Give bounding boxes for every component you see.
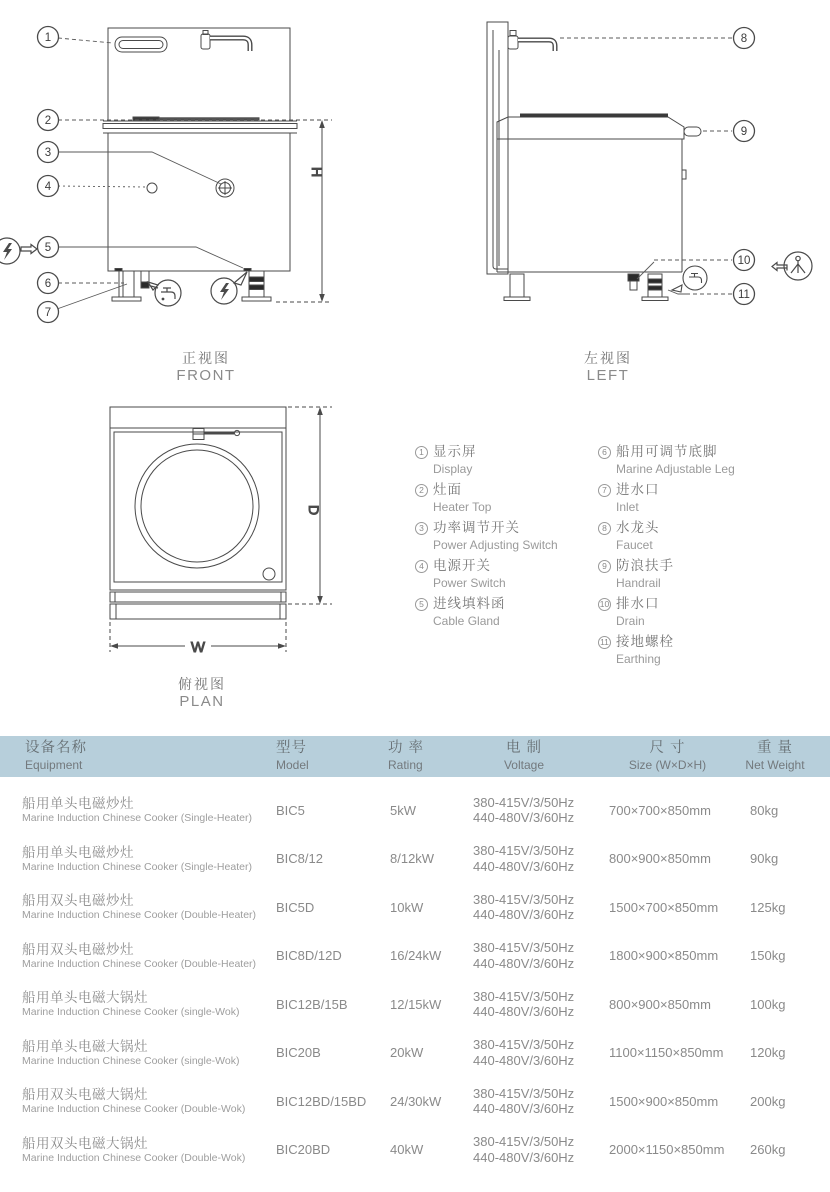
size-value: 1500×900×850mm bbox=[609, 1093, 719, 1109]
legend-label-cn: 功率调节开关 bbox=[433, 520, 520, 535]
voltage-line2: 440-480V/3/60Hz bbox=[473, 1101, 575, 1117]
legend-label-en: Drain bbox=[616, 614, 645, 628]
callout-7 bbox=[38, 302, 59, 323]
voltage-line1: 380-415V/3/50Hz bbox=[473, 843, 575, 859]
size-value: 1500×700×850mm bbox=[609, 899, 719, 915]
plan-view-drawing bbox=[70, 395, 345, 665]
inlet-pipe bbox=[141, 271, 149, 288]
header-weight bbox=[736, 739, 814, 773]
svg-text:2: 2 bbox=[44, 115, 52, 127]
callout-6 bbox=[38, 273, 59, 294]
legend-number-badge: 10 bbox=[599, 599, 610, 609]
power-switch-dot bbox=[147, 183, 157, 193]
equipment-name-en: Marine Induction Chinese Cooker (Double-Heater) bbox=[22, 909, 257, 922]
equipment-name-cn: 船用双头电磁大锅灶 bbox=[22, 1135, 148, 1151]
legend-label-cn: 灶面 bbox=[433, 482, 462, 497]
voltage-line2: 440-480V/3/60Hz bbox=[473, 1004, 575, 1020]
equipment-name-en: Marine Induction Chinese Cooker (Double-Wok) bbox=[22, 1151, 246, 1164]
legend-label-cn: 水龙头 bbox=[616, 520, 660, 535]
weight-value: 120kg bbox=[750, 1045, 786, 1060]
legend-number-badge: 2 bbox=[415, 484, 428, 497]
equipment-name-en: Marine Induction Chinese Cooker (single-Wok) bbox=[22, 1054, 240, 1067]
model-value: BIC8D/12D bbox=[276, 948, 342, 963]
svg-text:4: 4 bbox=[44, 181, 52, 193]
legend-label-en: Earthing bbox=[616, 652, 661, 666]
legend-number-badge: 7 bbox=[598, 484, 611, 497]
header-size-en: Size (W×D×H) bbox=[628, 758, 707, 772]
model-value: BIC12BD/15BD bbox=[276, 1093, 367, 1109]
legend-label-cn: 电源开关 bbox=[433, 558, 491, 573]
left-callout-leaders bbox=[560, 38, 732, 294]
size-value: 1800×900×850mm bbox=[609, 948, 719, 963]
header-size bbox=[600, 739, 735, 773]
display-slot bbox=[115, 37, 167, 52]
faucet-plan-icon bbox=[193, 429, 240, 440]
legend-item-adjustable-leg bbox=[598, 443, 808, 477]
callout-8 bbox=[734, 28, 755, 49]
header-model-en: Model bbox=[276, 758, 309, 772]
depth-dimension-label: D bbox=[306, 504, 322, 516]
plan-outline bbox=[110, 407, 286, 619]
weight-value: 260kg bbox=[750, 1142, 786, 1157]
weight-value: 80kg bbox=[750, 802, 779, 818]
model-value: BIC5 bbox=[276, 802, 305, 818]
callout-11 bbox=[734, 284, 755, 305]
legend-label-cn: 防浪扶手 bbox=[616, 558, 674, 573]
faucet-side-icon bbox=[508, 31, 555, 52]
power-adjust-knob bbox=[216, 179, 234, 197]
header-model bbox=[276, 739, 309, 773]
left-view-legs bbox=[504, 274, 668, 301]
depth-dimension bbox=[288, 407, 332, 604]
width-dimension bbox=[110, 622, 286, 656]
left-view-label-en: LEFT bbox=[586, 367, 630, 384]
header-equipment-en: Equipment bbox=[25, 758, 83, 772]
table-row bbox=[0, 1077, 830, 1126]
rating-value: 12/15kW bbox=[390, 996, 442, 1012]
legend-label-cn: 进水口 bbox=[616, 482, 660, 497]
header-rating bbox=[388, 739, 424, 773]
weight-value: 150kg bbox=[750, 948, 786, 963]
legend-item-inlet bbox=[598, 481, 808, 515]
lightning-icon bbox=[3, 243, 12, 260]
header-voltage-cn: 电 制 bbox=[505, 740, 543, 756]
svg-text:6: 6 bbox=[44, 278, 52, 290]
size-value: 800×900×850mm bbox=[609, 996, 711, 1012]
equipment-name-en: Marine Induction Chinese Cooker (Double-Wok) bbox=[22, 1103, 246, 1116]
legend-number-badge: 1 bbox=[415, 446, 428, 459]
drain-fitting bbox=[628, 274, 639, 290]
weight-value: 200kg bbox=[750, 1093, 786, 1109]
callout-3 bbox=[38, 142, 59, 163]
svg-text:1: 1 bbox=[44, 32, 52, 44]
front-view-label-en: FRONT bbox=[176, 367, 236, 384]
model-value: BIC20BD bbox=[276, 1142, 331, 1157]
table-row bbox=[0, 1029, 830, 1078]
table-row bbox=[0, 932, 830, 981]
legend-label-en: Inlet bbox=[616, 500, 639, 514]
voltage-line2: 440-480V/3/60Hz bbox=[473, 858, 575, 874]
front-view-drawing bbox=[0, 0, 345, 335]
table-row bbox=[0, 835, 830, 884]
table-row bbox=[0, 980, 830, 1029]
front-view-label bbox=[126, 350, 286, 385]
plan-view-label-en: PLAN bbox=[179, 693, 225, 710]
legend-item-cable-gland bbox=[415, 595, 595, 629]
legend-label-en: Display bbox=[433, 462, 473, 476]
height-dimension-label: H bbox=[309, 166, 325, 178]
svg-text:5: 5 bbox=[44, 242, 52, 254]
size-value: 700×700×850mm bbox=[609, 802, 711, 818]
svg-text:8: 8 bbox=[740, 33, 748, 45]
legend-number-badge: 8 bbox=[598, 522, 611, 535]
voltage-line2: 440-480V/3/60Hz bbox=[473, 907, 575, 923]
rating-value: 8/12kW bbox=[390, 851, 435, 866]
wok-ring-outer bbox=[135, 444, 259, 568]
voltage-line1: 380-415V/3/50Hz bbox=[473, 1085, 575, 1101]
equipment-name-cn: 船用单头电磁炒灶 bbox=[22, 796, 134, 812]
left-callouts bbox=[734, 28, 755, 305]
drain-icon bbox=[791, 256, 805, 273]
rating-value: 40kW bbox=[390, 1142, 424, 1157]
equipment-name-en: Marine Induction Chinese Cooker (Single-Heater) bbox=[22, 860, 252, 873]
legend-column-2 bbox=[598, 443, 808, 671]
voltage-line2: 440-480V/3/60Hz bbox=[473, 955, 575, 971]
legend-number-badge: 5 bbox=[415, 598, 428, 611]
electrical-inlet-symbol-left bbox=[0, 238, 37, 264]
drain-symbol bbox=[772, 252, 812, 280]
callout-4 bbox=[38, 176, 59, 197]
size-value: 1100×1150×850mm bbox=[609, 1045, 724, 1060]
equipment-name-en: Marine Induction Chinese Cooker (Double-Heater) bbox=[22, 957, 257, 970]
legend-number-badge: 3 bbox=[415, 522, 428, 535]
svg-text:11: 11 bbox=[738, 289, 750, 301]
header-equipment-cn: 设备名称 bbox=[25, 740, 87, 756]
equipment-name-cn: 船用单头电磁炒灶 bbox=[22, 844, 134, 860]
rating-value: 5kW bbox=[390, 802, 416, 818]
voltage-line1: 380-415V/3/50Hz bbox=[473, 940, 575, 956]
header-rating-en: Rating bbox=[388, 758, 423, 772]
knob-plan bbox=[263, 568, 275, 580]
voltage-line1: 380-415V/3/50Hz bbox=[473, 1134, 575, 1150]
plan-view-label-cn: 俯视图 bbox=[178, 676, 226, 692]
legend-label-cn: 显示屏 bbox=[433, 444, 477, 459]
callout-9 bbox=[734, 121, 755, 142]
legend-label-cn: 排水口 bbox=[616, 596, 660, 611]
header-voltage-en: Voltage bbox=[503, 758, 545, 772]
voltage-line1: 380-415V/3/50Hz bbox=[473, 891, 575, 907]
voltage-line1: 380-415V/3/50Hz bbox=[473, 1037, 575, 1053]
legend-item-heater-top bbox=[415, 481, 595, 515]
legend-item-handrail bbox=[598, 557, 808, 591]
lightning-icon bbox=[220, 283, 229, 300]
left-view-drawing bbox=[430, 0, 830, 335]
legend-item-power-switch bbox=[415, 557, 595, 591]
legend-label-en: Handrail bbox=[616, 576, 661, 590]
front-callout-leaders bbox=[57, 38, 296, 309]
svg-text:9: 9 bbox=[740, 126, 748, 138]
tap-icon bbox=[689, 274, 702, 284]
equipment-name-cn: 船用双头电磁大锅灶 bbox=[22, 1087, 148, 1103]
front-view-label-cn: 正视图 bbox=[182, 350, 230, 366]
left-view-label-cn: 左视图 bbox=[584, 350, 632, 366]
svg-text:10: 10 bbox=[737, 255, 751, 267]
legend-label-en: Power Switch bbox=[433, 576, 506, 590]
svg-text:7: 7 bbox=[44, 307, 52, 319]
weight-value: 90kg bbox=[750, 851, 779, 866]
equipment-name-en: Marine Induction Chinese Cooker (single-Wok) bbox=[22, 1006, 240, 1019]
voltage-line1: 380-415V/3/50Hz bbox=[473, 988, 575, 1004]
voltage-line2: 440-480V/3/60Hz bbox=[473, 1052, 575, 1068]
legend-column-1 bbox=[415, 443, 595, 633]
legend-label-cn: 进线填料函 bbox=[433, 596, 506, 611]
width-dimension-label: W bbox=[190, 639, 206, 656]
size-value: 2000×1150×850mm bbox=[609, 1142, 725, 1157]
handrail-pill bbox=[684, 127, 701, 136]
legend-label-en: Cable Gland bbox=[433, 614, 500, 628]
legend-label-cn: 接地螺栓 bbox=[616, 634, 674, 649]
voltage-line2: 440-480V/3/60Hz bbox=[473, 1149, 575, 1165]
legend-label-en: Heater Top bbox=[433, 500, 492, 514]
callout-5 bbox=[38, 237, 59, 258]
equipment-name-cn: 船用双头电磁炒灶 bbox=[22, 893, 134, 909]
callout-10 bbox=[734, 250, 755, 271]
water-supply-symbol bbox=[148, 280, 181, 306]
callout-2 bbox=[38, 110, 59, 131]
legend-item-power-adjusting-switch bbox=[415, 519, 595, 553]
left-view-label bbox=[528, 350, 688, 385]
legend-label-cn: 船用可调节底脚 bbox=[616, 444, 718, 459]
rating-value: 10kW bbox=[390, 899, 424, 915]
model-value: BIC5D bbox=[276, 899, 315, 915]
legend-number-badge: 11 bbox=[598, 636, 611, 649]
spec-table-body bbox=[0, 786, 830, 1174]
legend-item-faucet bbox=[598, 519, 808, 553]
header-rating-cn: 功 率 bbox=[388, 740, 425, 756]
tap-icon bbox=[161, 288, 175, 299]
voltage-line1: 380-415V/3/50Hz bbox=[473, 794, 575, 810]
header-weight-en: Net Weight bbox=[745, 758, 805, 772]
voltage-line2: 440-480V/3/60Hz bbox=[473, 810, 575, 826]
rating-value: 20kW bbox=[390, 1045, 424, 1060]
height-dimension bbox=[276, 120, 332, 302]
wok-ring-inner bbox=[141, 450, 253, 562]
front-callouts bbox=[38, 27, 59, 323]
faucet-front-icon bbox=[201, 31, 250, 52]
equipment-name-cn: 船用单头电磁大锅灶 bbox=[22, 990, 148, 1006]
legend-label-en: Faucet bbox=[616, 538, 653, 552]
rating-value: 24/30kW bbox=[390, 1093, 442, 1109]
model-value: BIC20B bbox=[276, 1045, 321, 1060]
legend-number-badge: 9 bbox=[598, 560, 611, 573]
legend-item-earthing bbox=[598, 633, 808, 667]
header-voltage bbox=[470, 739, 578, 773]
legend-item-drain bbox=[598, 595, 808, 629]
model-value: BIC8/12 bbox=[276, 851, 323, 866]
equipment-name-cn: 船用单头电磁大锅灶 bbox=[22, 1038, 148, 1054]
table-row bbox=[0, 1126, 830, 1175]
weight-value: 125kg bbox=[750, 899, 786, 915]
header-equipment bbox=[25, 739, 87, 773]
rating-value: 16/24kW bbox=[390, 948, 442, 963]
header-size-cn: 尺 寸 bbox=[649, 740, 686, 756]
plan-view-label bbox=[122, 676, 282, 711]
size-value: 800×900×850mm bbox=[609, 851, 711, 866]
legend-label-en: Marine Adjustable Leg bbox=[616, 462, 735, 476]
header-weight-cn: 重 量 bbox=[756, 740, 794, 756]
weight-value: 100kg bbox=[750, 996, 786, 1012]
callout-1 bbox=[38, 27, 59, 48]
model-value: BIC12B/15B bbox=[276, 996, 348, 1012]
table-row bbox=[0, 883, 830, 932]
front-cooker-outline bbox=[103, 28, 297, 301]
svg-text:3: 3 bbox=[44, 147, 52, 159]
equipment-name-en: Marine Induction Chinese Cooker (Single-Heater) bbox=[22, 812, 252, 825]
header-model-cn: 型号 bbox=[276, 740, 307, 756]
earthing-tap-symbol bbox=[672, 266, 707, 292]
table-row bbox=[0, 786, 830, 835]
front-legs bbox=[112, 269, 271, 302]
legend-item-display bbox=[415, 443, 595, 477]
left-cooker-outline bbox=[487, 22, 701, 301]
legend-number-badge: 6 bbox=[598, 446, 611, 459]
spec-table-header bbox=[0, 736, 830, 777]
equipment-name-cn: 船用双头电磁炒灶 bbox=[22, 941, 134, 957]
legend-number-badge: 4 bbox=[415, 560, 428, 573]
legend-label-en: Power Adjusting Switch bbox=[433, 538, 558, 552]
